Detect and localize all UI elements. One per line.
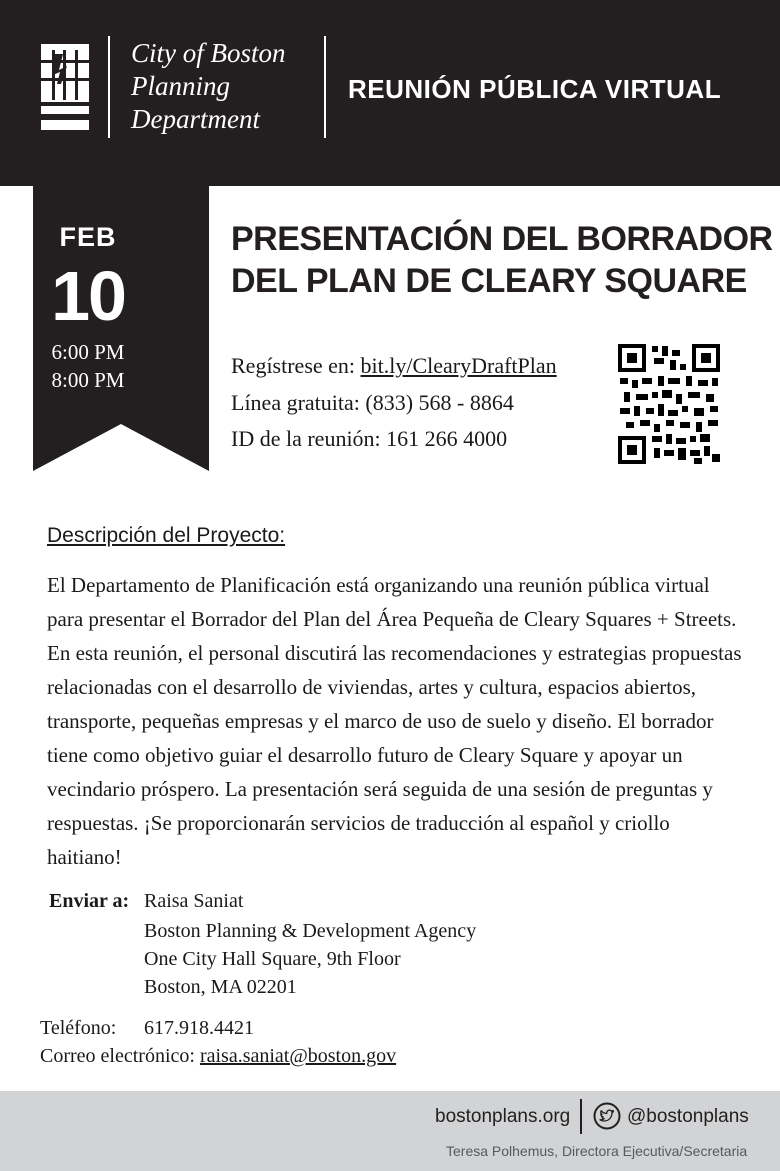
- twitter-bird-icon[interactable]: [593, 1102, 621, 1130]
- meeting-type-label: REUNIÓN PÚBLICA VIRTUAL: [348, 74, 722, 104]
- footer-bar: [0, 1091, 780, 1171]
- send-to-label: Enviar a:: [49, 890, 130, 912]
- email-row: [40, 1045, 396, 1068]
- toll-free-label: Línea gratuita:: [231, 390, 360, 415]
- meeting-id-row: [231, 426, 507, 452]
- header-divider-right: [324, 36, 326, 138]
- address-line: Raisa Saniat: [144, 890, 244, 912]
- event-end-time: 8:00 PM: [51, 368, 125, 392]
- event-start-time: 6:00 PM: [51, 340, 125, 364]
- event-title-line: PRESENTACIÓN DEL BORRADOR: [231, 220, 773, 258]
- address-line: Boston Planning & Development Agency: [144, 920, 477, 942]
- director-credit: Teresa Polhemus, Directora Ejecutiva/Secretaria: [446, 1143, 748, 1159]
- org-name-line: Planning: [131, 71, 230, 101]
- email-label: Correo electrónico:: [40, 1045, 195, 1067]
- description-body: El Departamento de Planificación está organizando una reunión pública virtual para presentar el Borrador del Plan del Área Pequeña de Cleary Squares + Streets. En esta reunión, el personal discutirá las recomendaciones y estrategias propuestas relacionadas con el desarrollo de viviendas, artes y cultura, espacios abiertos, transporte, pequeñas empresas y el marco de uso de suelo y diseño. El borrador tiene como objetivo guiar el desarrollo futuro de Cleary Square y apoyar un vecindario próspero. La presentación será seguida de una sesión de preguntas y respuestas. ¡Se proporcionarán servicios de traducción al español y criollo haitiano!: [47, 573, 742, 869]
- qr-code-icon[interactable]: [618, 344, 720, 464]
- email-link[interactable]: raisa.saniat@boston.gov: [199, 1045, 397, 1067]
- event-title-line: DEL PLAN DE CLEARY SQUARE: [231, 262, 747, 300]
- org-name-line: City of Boston: [131, 38, 286, 68]
- phone-label: Teléfono:: [40, 1017, 117, 1039]
- event-title: [231, 218, 773, 302]
- org-name-line: Department: [131, 104, 260, 134]
- website-link[interactable]: bostonplans.org: [435, 1106, 571, 1127]
- meeting-id-label: ID de la reunión:: [231, 426, 381, 451]
- phone-value: 617.918.4421: [144, 1017, 254, 1039]
- register-row: [231, 353, 557, 379]
- address-line: Boston, MA 02201: [144, 976, 297, 998]
- address-line: One City Hall Square, 9th Floor: [144, 948, 401, 970]
- city-hall-logo-icon: [41, 44, 89, 130]
- footer-divider: [580, 1099, 582, 1134]
- register-label: Regístrese en:: [231, 353, 356, 378]
- toll-free-row: [231, 390, 514, 416]
- register-link[interactable]: bit.ly/ClearyDraftPlan: [360, 353, 557, 378]
- header-divider-left: [108, 36, 110, 138]
- meeting-id-value: 161 266 4000: [386, 426, 508, 451]
- toll-free-number: (833) 568 - 8864: [365, 390, 514, 415]
- org-name: [131, 37, 286, 136]
- twitter-handle[interactable]: @bostonplans: [627, 1106, 749, 1127]
- event-day: 10: [51, 257, 125, 335]
- event-month: FEB: [59, 222, 117, 252]
- description-heading: Descripción del Proyecto:: [47, 524, 286, 547]
